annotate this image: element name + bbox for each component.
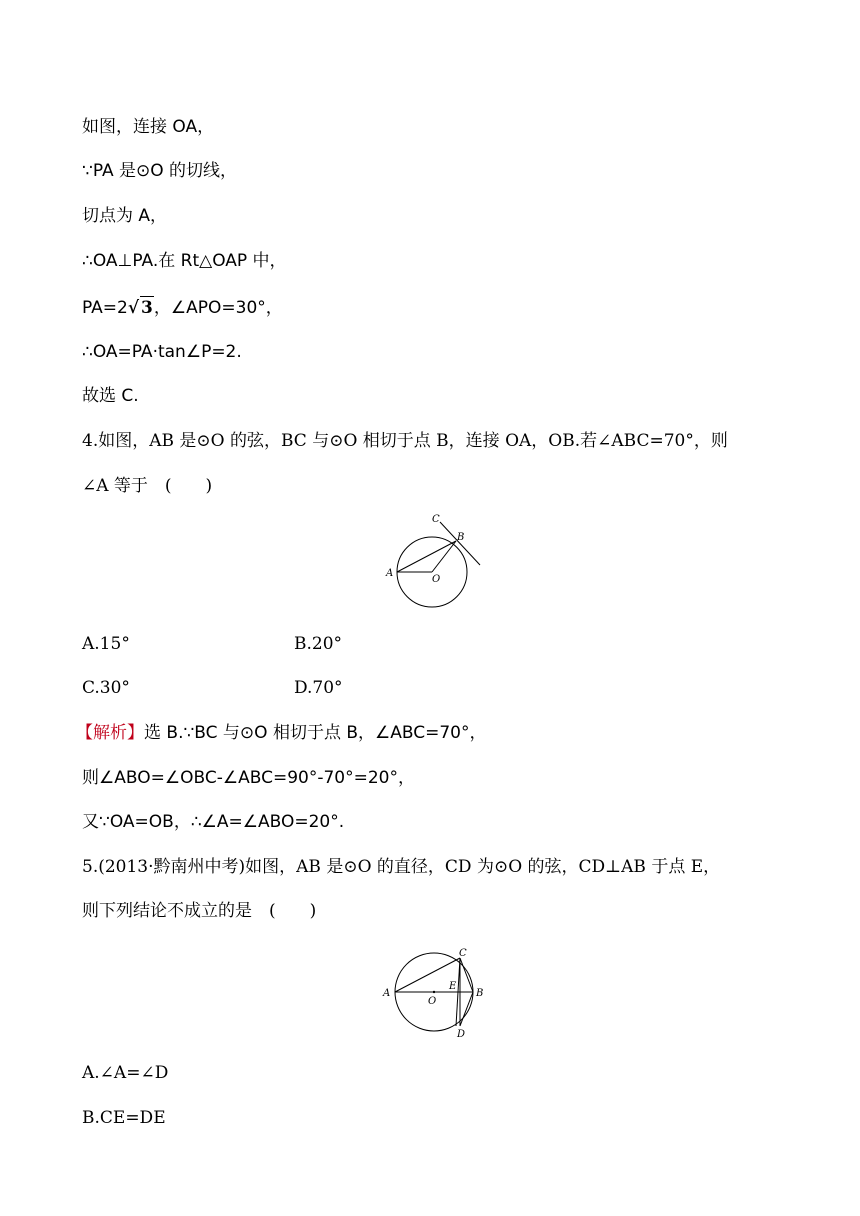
label-d: D bbox=[457, 1029, 466, 1040]
q4-option-c: C.30° bbox=[82, 678, 130, 698]
solution-line-5 bbox=[82, 296, 283, 319]
question-5-line-1: 5.(2013·黔南州中考)如图，AB 是⊙O 的直径，CD 为⊙O 的弦，CD⊥AB 于点 E， bbox=[82, 857, 721, 877]
label-c: C bbox=[432, 514, 440, 525]
solution-line-7: 故选 C. bbox=[82, 386, 139, 406]
sqrt-radicand: 3 bbox=[141, 298, 153, 318]
question-5-line-2: 则下列结论不成立的是 ( ) bbox=[82, 901, 317, 921]
analysis-line-2: 则∠ABO=∠OBC-∠ABC=90°-70°=20°， bbox=[82, 768, 415, 788]
analysis-tag: 【解析】 bbox=[76, 723, 144, 743]
segment-ob bbox=[432, 541, 456, 572]
solution-line-4: ∴OA⊥PA.在 Rt△OAP 中， bbox=[82, 251, 287, 271]
label-o: O bbox=[432, 574, 441, 585]
solution-line-6: ∴OA=PA·tan∠P=2. bbox=[82, 342, 242, 362]
question-4-figure bbox=[380, 510, 490, 610]
analysis-line-1 bbox=[76, 722, 487, 744]
label-a: A bbox=[386, 568, 394, 579]
tangent-bc bbox=[440, 522, 480, 565]
label-o: O bbox=[428, 996, 437, 1007]
pa-value-prefix: PA=2 bbox=[82, 298, 128, 318]
label-b: B bbox=[457, 532, 465, 543]
q4-option-a: A.15° bbox=[82, 634, 130, 654]
q5-option-a: A.∠A=∠D bbox=[82, 1063, 169, 1083]
q4-option-b: B.20° bbox=[294, 634, 343, 654]
analysis-text-1: 选 B.∵BC 与⊙O 相切于点 B，∠ABC=70°， bbox=[144, 723, 487, 743]
label-e: E bbox=[449, 981, 457, 992]
segment-db bbox=[460, 992, 473, 1026]
question-5-figure bbox=[378, 944, 498, 1044]
q5-option-b: B.CE=DE bbox=[82, 1108, 166, 1128]
q4-option-d: D.70° bbox=[294, 678, 343, 698]
analysis-line-3: 又∵OA=OB，∴∠A=∠ABO=20°. bbox=[82, 812, 345, 832]
label-c: C bbox=[459, 948, 467, 959]
segment-cb bbox=[460, 958, 473, 992]
solution-line-3: 切点为 A， bbox=[82, 206, 168, 226]
label-a: A bbox=[383, 988, 391, 999]
center-dot bbox=[433, 991, 435, 993]
sqrt-symbol: √ 3 bbox=[127, 298, 153, 318]
question-4-line-2: ∠A 等于 ( ) bbox=[82, 476, 213, 496]
label-b: B bbox=[476, 988, 484, 999]
solution-line-1: 如图，连接 OA， bbox=[82, 117, 215, 137]
chord-ab bbox=[397, 541, 456, 572]
solution-line-2: ∵PA 是⊙O 的切线， bbox=[82, 161, 238, 181]
question-4-line-1: 4.如图，AB 是⊙O 的弦，BC 与⊙O 相切于点 B，连接 OA，OB.若∠ABC=70°，则 bbox=[82, 431, 728, 451]
angle-apo-text: ，∠APO=30°， bbox=[153, 298, 283, 318]
